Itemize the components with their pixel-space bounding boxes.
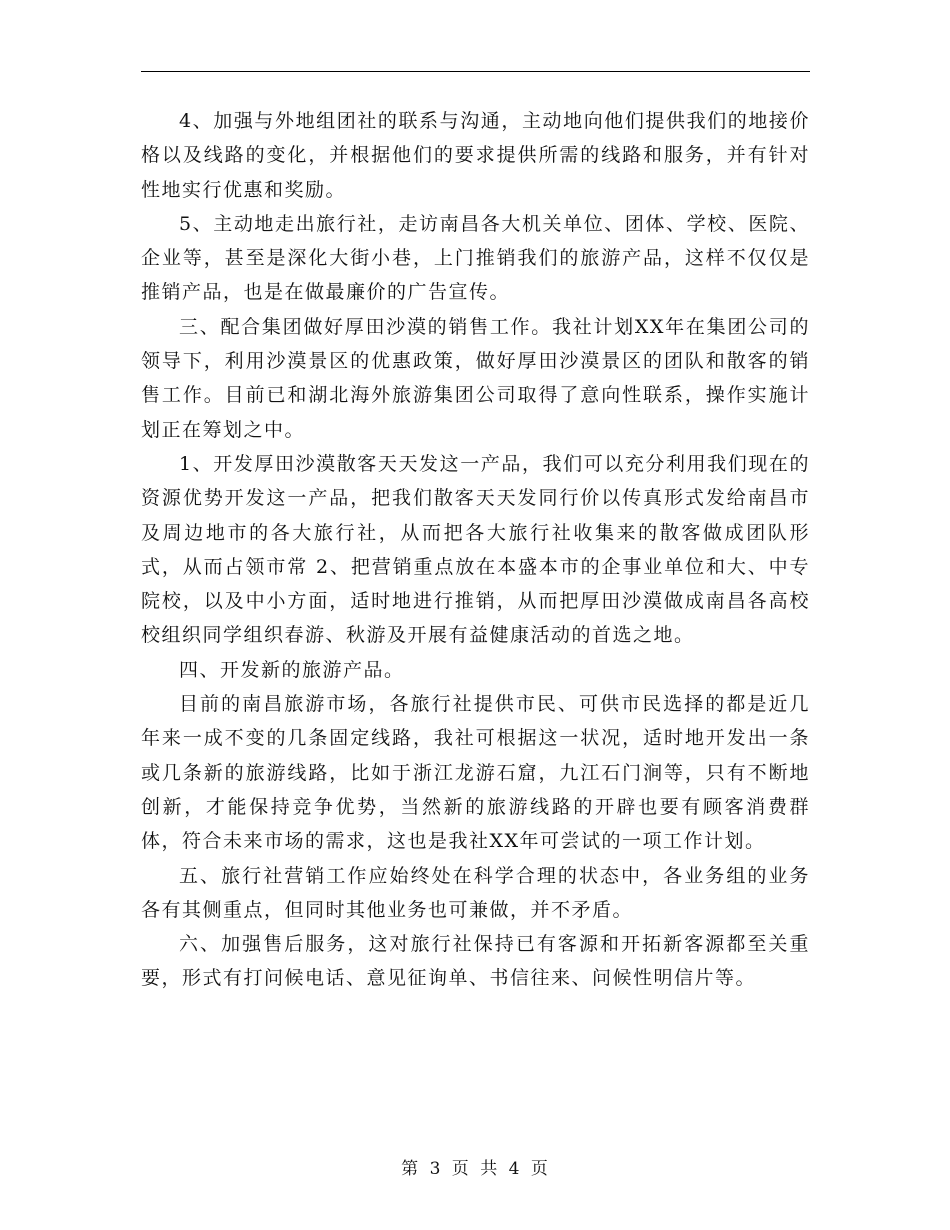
- paragraph-section-5-marketing: 五、旅行社营销工作应始终处在科学合理的状态中，各业务组的业务各有其侧重点，但同时其他业务也可兼做，并不矛盾。: [141, 864, 810, 921]
- paragraph-1-daily-departures: 1、开发厚田沙漠散客天天发这一产品，我们可以充分利用我们现在的资源优势开发这一产品，把我们散客天天发同行价以传真形式发给南昌市及周边地市的各大旅行社，从而把各大旅行社收集来的散客做成团队形式，从而占领市常 2、把营销重点放在本盛本市的企事业单位和大、中专院校，以及中小方面，适时地进行推销，从而把厚田沙漠做成南昌各高校校组织同学组织春游、秋游及开展有益健康活动的首选之地。: [141, 452, 810, 647]
- paragraph-new-routes: 目前的南昌旅游市场，各旅行社提供市民、可供市民选择的都是近几年来一成不变的几条固定线路，我社可根据这一状况，适时地开发出一条或几条新的旅游线路，比如于浙江龙游石窟，九江石门涧等，只有不断地创新，才能保持竞争优势，当然新的旅游线路的开辟也要有顾客消费群体，符合未来市场的需求，这也是我社XX年可尝试的一项工作计划。: [141, 693, 810, 853]
- paragraph-4-partner-agencies: 4、加强与外地组团社的联系与沟通，主动地向他们提供我们的地接价格以及线路的变化，并根据他们的要求提供所需的线路和服务，并有针对性地实行优惠和奖励。: [141, 110, 810, 201]
- paragraph-section-4-heading: 四、开发新的旅游产品。: [179, 658, 405, 681]
- paragraph-section-3-desert-sales: 三、配合集团做好厚田沙漠的销售工作。我社计划XX年在集团公司的领导下，利用沙漠景区的优惠政策，做好厚田沙漠景区的团队和散客的销售工作。目前已和湖北海外旅游集团公司取得了意向性联系，操作实施计划正在筹划之中。: [141, 315, 810, 441]
- page-number-footer: 第 3 页 共 4 页: [401, 1159, 549, 1179]
- header-rule: [141, 71, 810, 72]
- paragraph-section-6-after-sales: 六、加强售后服务，这对旅行社保持已有客源和开拓新客源都至关重要，形式有打问候电话、意见征询单、书信往来、问候性明信片等。: [141, 933, 810, 990]
- document-body: [141, 104, 810, 996]
- paragraph-5-door-to-door-sales: 5、主动地走出旅行社，走访南昌各大机关单位、团体、学校、医院、企业等，甚至是深化大街小巷，上门推销我们的旅游产品，这样不仅仅是推销产品，也是在做最廉价的广告宣传。: [141, 212, 810, 304]
